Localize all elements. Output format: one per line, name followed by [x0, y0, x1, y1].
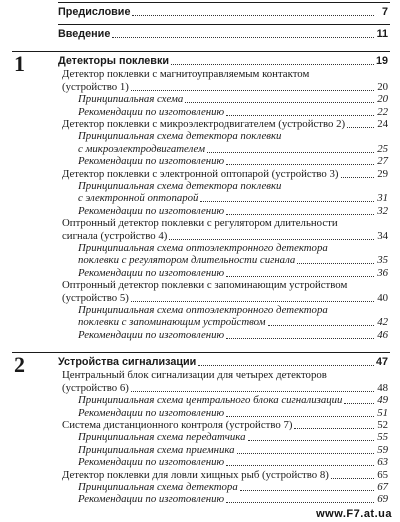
section-divider [58, 24, 390, 25]
toc-section [62, 118, 388, 130]
dot-leader [268, 325, 374, 326]
page-number: 59 [377, 443, 388, 456]
toc-section [62, 369, 388, 381]
dot-leader [131, 301, 374, 302]
dot-leader [198, 365, 374, 366]
entry-title: Рекомендации по изготовлению [78, 155, 225, 168]
entry-title: (устройство 1) [62, 80, 129, 93]
page-number: 25 [377, 142, 388, 155]
page-number: 69 [377, 493, 388, 506]
toc-subsection [78, 493, 388, 505]
entry-title: Рекомендации по изготовлению [78, 204, 225, 217]
dot-leader [294, 428, 374, 429]
entry-title: Детектор поклевки с электронной оптопарой (устройство 3) [62, 167, 339, 180]
section-divider [12, 51, 390, 52]
dot-leader [226, 164, 374, 165]
toc-section [62, 292, 388, 304]
entry-title: Принципиальная схема детектора поклевки [78, 130, 282, 143]
entry-title: Рекомендации по изготовлению [78, 328, 225, 341]
page-number: 48 [377, 381, 388, 394]
dot-leader [226, 338, 374, 339]
chapter-title [58, 356, 388, 368]
dot-leader [132, 15, 374, 16]
dot-leader [341, 177, 374, 178]
section-divider [58, 2, 390, 3]
section-divider [12, 352, 390, 353]
entry-title: Рекомендации по изготовлению [78, 105, 225, 118]
page-number: 34 [377, 229, 388, 242]
entry-title: Рекомендации по изготовлению [78, 493, 225, 506]
page-number: 63 [377, 456, 388, 469]
page-number: 31 [377, 192, 388, 205]
page-number: 52 [377, 419, 388, 431]
toc-section [62, 168, 388, 180]
dot-leader [112, 37, 374, 38]
toc-section [62, 81, 388, 93]
dot-leader [226, 214, 374, 215]
toc-subsection [78, 267, 388, 279]
dot-leader [200, 201, 374, 202]
toc-subsection [78, 106, 388, 118]
page-number: 42 [377, 316, 388, 329]
entry-title: (устройство 6) [62, 381, 129, 394]
entry-title: Детекторы поклевки [58, 55, 169, 67]
toc-subsection [78, 481, 388, 493]
page-number: 47 [375, 356, 388, 368]
toc-subsection [78, 143, 388, 155]
entry-title: Принципиальная схема центрального блока сигнализации [78, 394, 343, 407]
entry-title: Предисловие [58, 6, 131, 18]
page-number: 19 [375, 55, 388, 67]
toc-subsection [78, 155, 388, 167]
dot-leader [131, 90, 374, 91]
entry-title: Рекомендации по изготовлению [78, 266, 225, 279]
toc-subsection [78, 329, 388, 341]
page-number: 22 [377, 105, 388, 118]
toc-preface [58, 6, 388, 18]
dot-leader [226, 276, 374, 277]
toc-section [62, 382, 388, 394]
toc-subsection [78, 242, 388, 254]
dot-leader [226, 115, 374, 116]
page-number: 51 [377, 406, 388, 419]
entry-title: Оптронный детектор поклевки с запоминающим устройством [62, 279, 348, 292]
toc-section [62, 469, 388, 481]
entry-title: Детектор поклевки для ловли хищных рыб (устройство 8) [62, 468, 329, 481]
page-number: 29 [377, 167, 388, 180]
dot-leader [344, 403, 374, 404]
entry-title: с микроэлектродвигателем [78, 142, 205, 155]
entry-title: Принципиальная схема детектора поклевки [78, 180, 282, 192]
dot-leader [240, 490, 374, 491]
toc-subsection [78, 316, 388, 328]
toc-subsection [78, 431, 388, 443]
page-number: 55 [377, 431, 388, 444]
entry-title: Система дистанционного контроля (устройство 7) [62, 419, 293, 431]
entry-title: Принципиальная схема приемника [78, 443, 235, 456]
page-number: 46 [377, 328, 388, 341]
page-number: 27 [377, 155, 388, 168]
chapter-title [58, 55, 388, 67]
chapter-number: 2 [14, 352, 25, 377]
dot-leader [226, 502, 374, 503]
dot-leader [331, 478, 374, 479]
watermark: www.F7.at.ua [316, 508, 392, 520]
dot-leader [226, 416, 374, 417]
toc-section [62, 217, 388, 229]
toc-subsection [78, 254, 388, 266]
entry-title: поклевки с запоминающим устройством [78, 316, 266, 329]
page-number: 11 [376, 28, 388, 40]
entry-title: Введение [58, 28, 111, 40]
entry-title: Принципиальная схема передатчика [78, 431, 246, 444]
entry-title: Рекомендации по изготовлению [78, 456, 225, 469]
page-number: 65 [377, 468, 388, 481]
page-number: 35 [377, 254, 388, 267]
entry-title: сигнала (устройство 4) [62, 229, 168, 242]
page-number: 20 [377, 93, 388, 106]
toc-section [62, 68, 388, 80]
dot-leader [171, 64, 374, 65]
entry-title: Центральный блок сигнализации для четырех детекторов [62, 369, 327, 382]
dot-leader [185, 102, 374, 103]
dot-leader [237, 453, 374, 454]
page-number: 36 [377, 266, 388, 279]
entry-title: Рекомендации по изготовлению [78, 406, 225, 419]
dot-leader [226, 465, 374, 466]
toc-subsection [78, 205, 388, 217]
entry-title: Принципиальная схема [78, 93, 184, 106]
toc-section [62, 279, 388, 291]
page-number: 20 [377, 80, 388, 93]
page-number: 49 [377, 394, 388, 407]
dot-leader [207, 152, 374, 153]
dot-leader [169, 239, 374, 240]
dot-leader [248, 440, 375, 441]
page-number: 24 [377, 118, 388, 130]
toc-subsection [78, 456, 388, 468]
toc-subsection [78, 130, 388, 142]
page-number: 7 [381, 6, 388, 18]
dot-leader [131, 391, 374, 392]
entry-title: Детектор поклевки с магнитоуправляемым контактом [62, 68, 310, 81]
page-number: 32 [377, 204, 388, 217]
toc-subsection [78, 180, 388, 192]
toc-subsection [78, 93, 388, 105]
toc-section [62, 230, 388, 242]
chapter-number: 1 [14, 51, 25, 76]
toc-subsection [78, 407, 388, 419]
toc-introduction [58, 28, 388, 40]
toc-subsection [78, 394, 388, 406]
entry-title: Принципиальная схема детектора [78, 481, 238, 493]
page-number: 67 [377, 481, 388, 493]
dot-leader [347, 127, 374, 128]
toc-subsection [78, 444, 388, 456]
entry-title: с электронной оптопарой [78, 192, 199, 205]
dot-leader [297, 263, 374, 264]
toc-section [62, 419, 388, 431]
entry-title: поклевки с регулятором длительности сигнала [78, 254, 296, 267]
entry-title: Принципиальная схема оптоэлектронного детектора [78, 304, 328, 316]
entry-title: Детектор поклевки с микроэлектродвигателем (устройство 2) [62, 118, 346, 130]
entry-title: Устройства сигнализации [58, 356, 197, 368]
entry-title: Принципиальная схема оптоэлектронного детектора [78, 242, 328, 254]
page-number: 40 [377, 291, 388, 304]
entry-title: (устройство 5) [62, 291, 129, 304]
toc-subsection [78, 192, 388, 204]
toc-subsection [78, 304, 388, 316]
entry-title: Оптронный детектор поклевки с регулятором длительности [62, 217, 338, 230]
